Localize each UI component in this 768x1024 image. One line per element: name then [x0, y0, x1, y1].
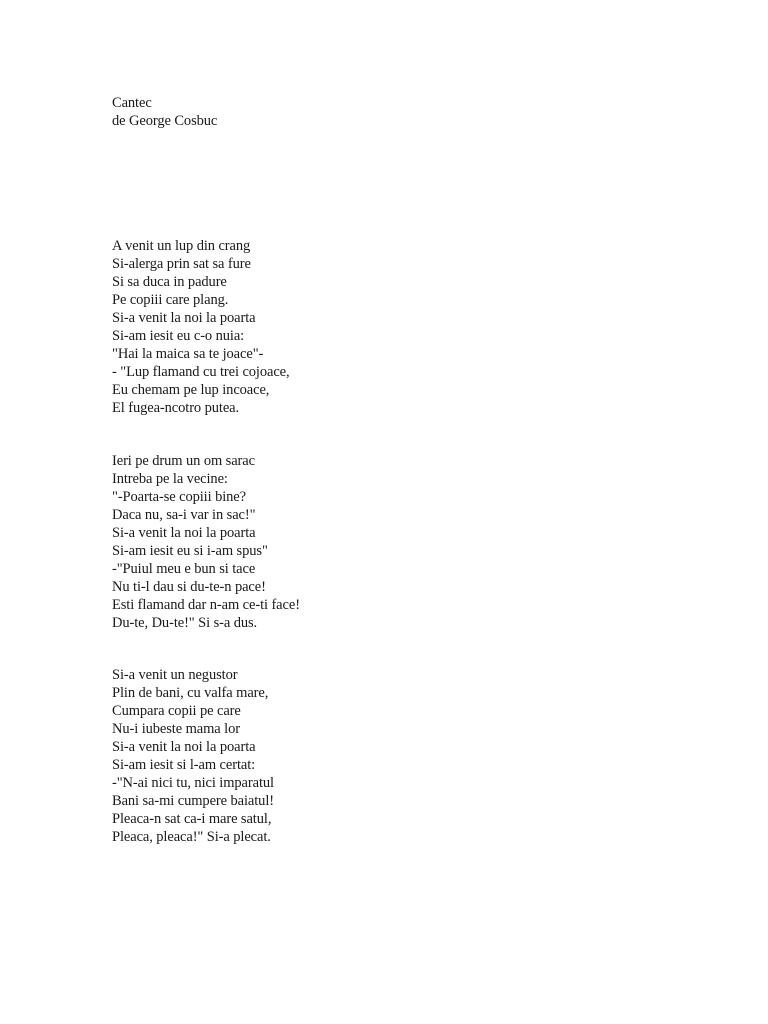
verse-line: Si-am iesit eu c-o nuia:: [112, 328, 245, 344]
verse-line: Pe copiii care plang.: [112, 292, 229, 308]
verse-line: Si-a venit la noi la poarta: [112, 739, 256, 755]
verse-line: Ieri pe drum un om sarac: [112, 453, 255, 469]
verse-line: Du-te, Du-te!" Si s-a dus.: [112, 615, 258, 631]
verse-line: Nu-i iubeste mama lor: [112, 721, 240, 737]
verse-line: Cumpara copii pe care: [112, 703, 241, 719]
verse-line: Daca nu, sa-i var in sac!": [112, 507, 256, 523]
verse-line: Si-am iesit eu si i-am spus": [112, 543, 268, 559]
verse-line: Si-alerga prin sat sa fure: [112, 256, 251, 272]
poem-title: Cantec: [112, 95, 152, 111]
verse-line: A venit un lup din crang: [112, 238, 251, 254]
verse-line: -"Puiul meu e bun si tace: [112, 561, 256, 577]
verse-line: "Hai la maica sa te joace"-: [112, 346, 264, 362]
verse-line: Si-a venit la noi la poarta: [112, 525, 256, 541]
verse-line: -"N-ai nici tu, nici imparatul: [112, 775, 274, 791]
poem-author: de George Cosbuc: [112, 113, 218, 129]
verse-line: Si-am iesit si l-am certat:: [112, 757, 256, 773]
verse-line: "-Poarta-se copiii bine?: [112, 489, 246, 505]
verse-line: Pleaca, pleaca!" Si-a plecat.: [112, 829, 271, 845]
verse-line: Esti flamand dar n-am ce-ti face!: [112, 597, 300, 613]
verse-line: Intreba pe la vecine:: [112, 471, 228, 487]
verse-line: Pleaca-n sat ca-i mare satul,: [112, 811, 272, 827]
verse-line: El fugea-ncotro putea.: [112, 400, 240, 416]
verse-line: Si sa duca in padure: [112, 274, 227, 290]
verse-line: Bani sa-mi cumpere baiatul!: [112, 793, 274, 809]
verse-line: Plin de bani, cu valfa mare,: [112, 685, 269, 701]
verse-line: Si-a venit la noi la poarta: [112, 310, 256, 326]
verse-line: - "Lup flamand cu trei cojoace,: [112, 364, 290, 380]
verse-line: Eu chemam pe lup incoace,: [112, 382, 270, 398]
verse-line: Nu ti-l dau si du-te-n pace!: [112, 579, 266, 595]
verse-line: Si-a venit un negustor: [112, 667, 238, 683]
